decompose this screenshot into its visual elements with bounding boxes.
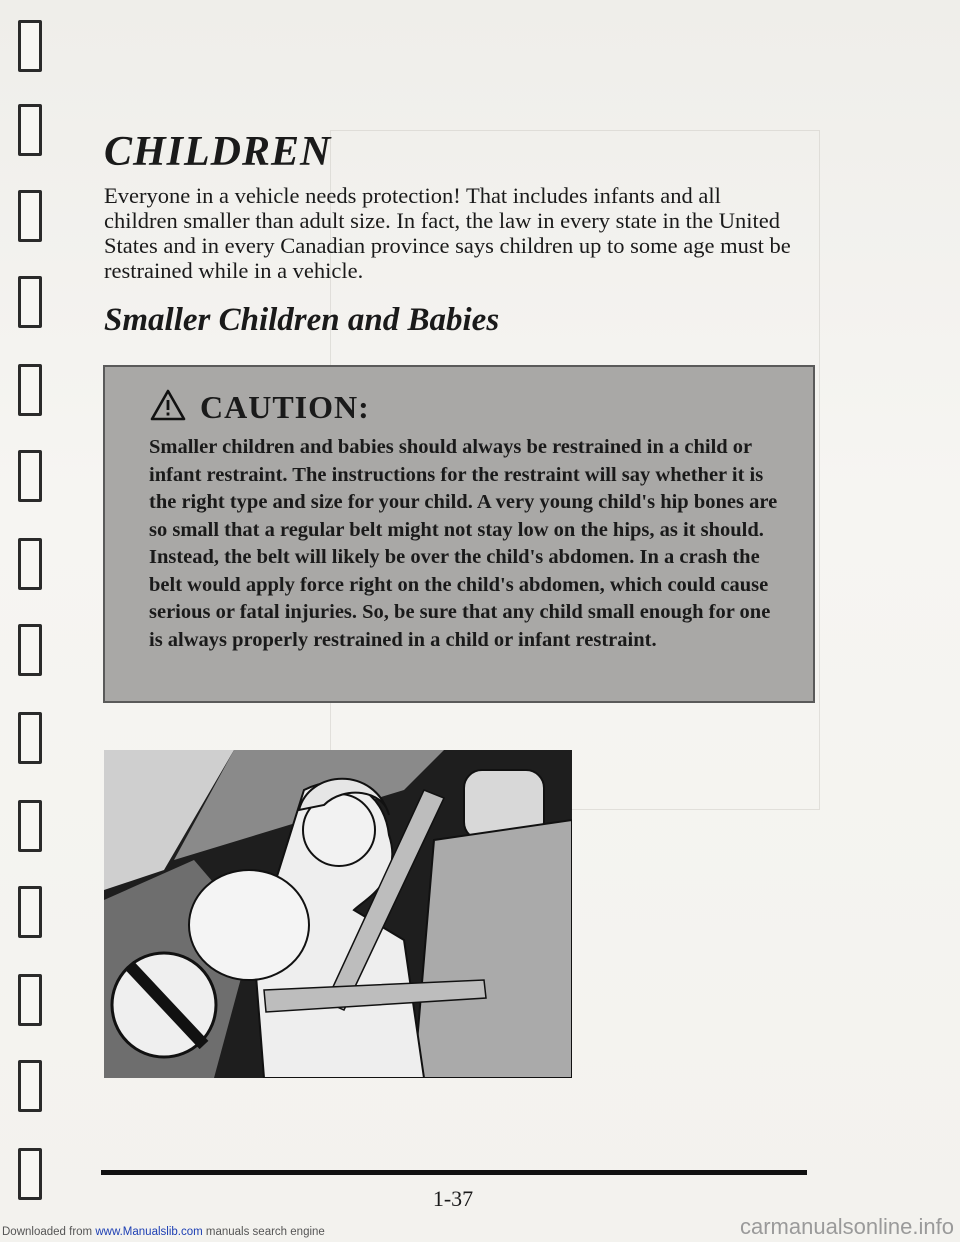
caution-header <box>150 389 370 426</box>
caution-text: Smaller children and babies should always be restrained in a child or infant restraint. The instructions for the restraint will say whether it is the right type and size for your child. A very young child's hip bones are so small that a regular belt might not stay low on the hips, as it should. Instead, the belt will likely be over the child's abdomen. In a crash the belt would apply force right on the child's abdomen, which could cause serious or fatal injuries. So, be sure that any child small enough for one is always properly restrained in a child or infant restraint. <box>149 436 778 651</box>
warning-triangle-icon <box>150 389 186 426</box>
binding-holes <box>0 0 60 1242</box>
download-credit <box>2 1226 325 1238</box>
download-credit-prefix: Downloaded from <box>2 1226 96 1238</box>
section-heading: CHILDREN <box>104 129 332 175</box>
caution-box <box>103 365 815 703</box>
illustration-woman-holding-baby <box>104 750 572 1078</box>
page-number: 1-37 <box>432 1186 474 1211</box>
footer-rule <box>101 1170 807 1175</box>
manualslib-link[interactable]: www.Manualslib.com <box>95 1226 203 1238</box>
download-credit-suffix: manuals search engine <box>202 1226 325 1238</box>
intro-paragraph: Everyone in a vehicle needs protection! That includes infants and all children smaller than adult size. In fact, the law in every state in the United States and in every Canadian province says children up to some age must be restrained while in a vehicle. <box>104 183 791 283</box>
subsection-heading: Smaller Children and Babies <box>104 302 500 338</box>
site-watermark: carmanualsonline.info <box>739 1214 954 1239</box>
caution-title: CAUTION: <box>200 389 370 425</box>
